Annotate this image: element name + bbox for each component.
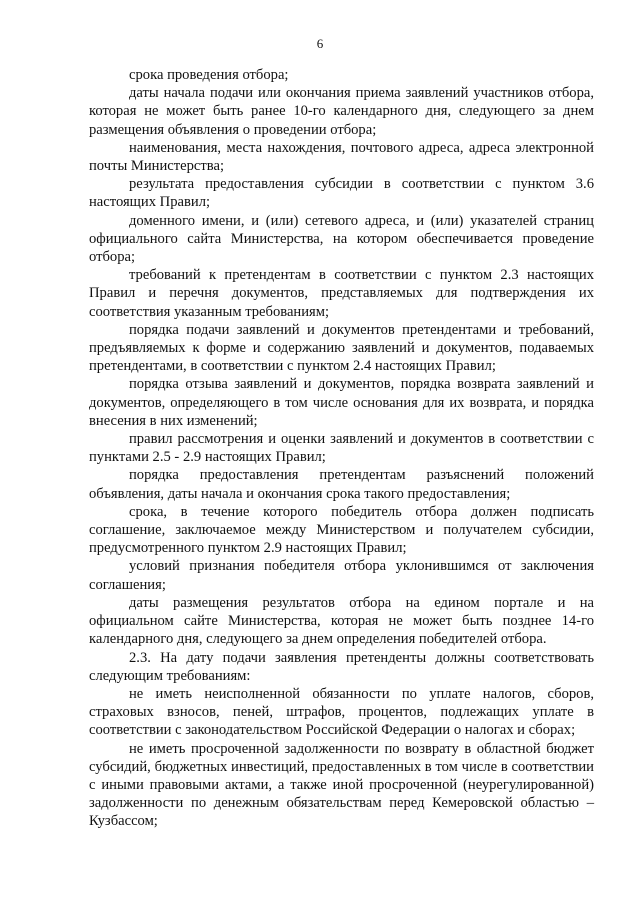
document-body [89,66,594,831]
paragraph-selection-period: срока проведения отбора; [129,67,289,83]
paragraph-agreement-deadline: срока, в течение которого победитель отбора должен подписать соглашение, заключаемое между Министерством и получателем субсидии, предусмотренного пунктом 2.9 настоящих Правил; [89,503,594,557]
paragraph-debt-obligations: не иметь просроченной задолженности по возврату в областной бюджет субсидий, бюджетных инвестиций, предоставленных в том числе в соответствии с иными правовыми актами, а также иной просроченной (неурегулированной) задолженности по денежным обязательствам перед Кемеровской областью – Кузбассом; [89,740,594,830]
paragraph-applicant-requirements: требований к претендентам в соответствии с пунктом 2.3 настоящих Правил и перечня документов, представляемых для подтверждения их соответствия указанным требованиям; [89,267,594,320]
paragraph-domain-name: доменного имени, и (или) сетевого адреса, и (или) указателей страниц официального сайта Министерства, на котором обеспечивается проведение отбора; [89,212,594,266]
paragraph-submission-procedure: порядка подачи заявлений и документов претендентами и требований, предъявляемых к форме и содержанию заявлений и документов, подаваемых претендентами, в соответствии с пунктом 2.4 настоящих Правил; [89,321,594,375]
page-number: 6 [316,36,324,51]
paragraph-section-2-3: 2.3. На дату подачи заявления претенденты должны соответствовать следующим требованиям: [89,649,594,684]
paragraph-clarifications: порядка предоставления претендентам разъяснений положений объявления, даты начала и окончания срока такого предоставления; [89,467,594,502]
paragraph-ministry-address: наименования, места нахождения, почтового адреса, адреса электронной почты Министерства; [89,139,594,175]
paragraph-evasion-conditions: условий признания победителя отбора уклонившимся от заключения соглашения; [89,558,594,593]
paragraph-application-dates: даты начала подачи или окончания приема заявлений участников отбора, которая не может быть ранее 10-го календарного дня, следующего за днем размещения объявления о проведении отбора; [89,85,594,138]
paragraph-tax-obligations: не иметь неисполненной обязанности по уплате налогов, сборов, страховых взносов, пеней, штрафов, процентов, подлежащих уплате в соответствии с законодательством Российской Федерации о налогах и сборах; [89,685,594,739]
paragraph-withdrawal-procedure: порядка отзыва заявлений и документов, порядка возврата заявлений и документов, определяющего в том числе основания для их возврата, и порядка внесения в них изменений; [89,376,594,429]
paragraph-results-publication: даты размещения результатов отбора на едином портале и на официальном сайте Министерства, которая не может быть позднее 14-го календарного дня, следующего за днем определения победителей отбора. [89,594,594,648]
paragraph-review-rules: правил рассмотрения и оценки заявлений и документов в соответствии с пунктами 2.5 - 2.9 настоящих Правил; [89,431,594,466]
paragraph-subsidy-result: результата предоставления субсидии в соответствии с пунктом 3.6 настоящих Правил; [89,176,594,211]
